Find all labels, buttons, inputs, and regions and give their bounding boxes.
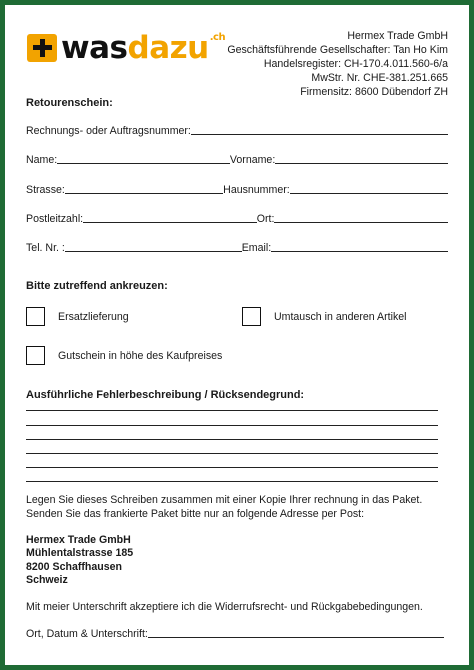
return-address (26, 534, 133, 588)
plus-icon (27, 34, 57, 62)
phone-label: Tel. Nr. : (26, 242, 65, 254)
reason-line-5[interactable] (26, 467, 438, 468)
name-row (26, 152, 448, 166)
signature-field[interactable] (148, 627, 444, 638)
company-owner: Geschäftsführende Gesellschafter: Tan Ho Kim (227, 44, 448, 57)
reason-line-4[interactable] (26, 453, 438, 454)
firstname-field[interactable] (275, 153, 448, 164)
exchange-label: Umtausch in anderen Artikel (274, 311, 407, 323)
company-name: Hermex Trade GmbH (347, 30, 448, 42)
city-field[interactable] (274, 212, 448, 223)
address-city: 8200 Schaffhausen (26, 560, 122, 573)
signature-label: Ort, Datum & Unterschrift: (26, 628, 148, 640)
order-number-field[interactable] (191, 124, 448, 135)
company-register: Handelsregister: CH-170.4.011.560-6/a (263, 58, 448, 71)
reason-line-6[interactable] (26, 481, 438, 482)
reason-line-3[interactable] (26, 439, 438, 440)
company-seat: Firmensitz: 8600 Dübendorf ZH (300, 86, 448, 99)
address-name: Hermex Trade GmbH (26, 534, 131, 546)
exchange-checkbox[interactable] (242, 307, 261, 326)
logo-text: wasdazu$^{.ch}$ (61, 29, 226, 66)
zip-label: Postleitzahl: (26, 213, 84, 225)
address-country: Schweiz (26, 574, 68, 587)
return-form-sheet (5, 5, 469, 665)
form-title: Retourenschein: (26, 97, 113, 109)
instructions-line-2: Senden Sie das frankierte Paket bitte nur an folgende Adresse per Post: (26, 508, 365, 520)
zip-row (26, 211, 448, 225)
replacement-label: Ersatzlieferung (58, 311, 129, 323)
street-field[interactable] (65, 183, 223, 194)
phone-field[interactable] (65, 241, 242, 252)
signature-row (26, 626, 444, 640)
name-label: Name: (26, 154, 58, 166)
voucher-checkbox[interactable] (26, 346, 45, 365)
name-field[interactable] (57, 153, 230, 164)
instructions (26, 493, 422, 521)
address-street: Mühlentalstrasse 185 (26, 547, 134, 560)
order-number-row (26, 123, 448, 137)
options-title: Bitte zutreffend ankreuzen: (26, 280, 168, 292)
housenr-field[interactable] (290, 183, 448, 194)
order-number-label: Rechnungs- oder Auftragsnummer: (26, 125, 191, 137)
street-label: Strasse: (26, 184, 65, 196)
voucher-label: Gutschein in höhe des Kaufpreises (58, 350, 223, 362)
consent-text: Mit meier Unterschrift akzeptiere ich die Widerrufsrecht- und Rückgabebedingungen. (26, 601, 423, 613)
email-label: Email: (241, 242, 272, 254)
phone-row (26, 240, 448, 254)
street-row (26, 182, 448, 196)
instructions-line-1: Legen Sie dieses Schreiben zusammen mit einer Kopie Ihrer rechnung in das Paket. (26, 494, 423, 506)
housenr-label: Hausnummer: (223, 184, 290, 196)
reason-title: Ausführliche Fehlerbeschreibung / Rücksendegrund: (26, 389, 305, 401)
city-label: Ort: (256, 213, 275, 225)
reason-line-2[interactable] (26, 425, 438, 426)
firstname-label: Vorname: (229, 154, 276, 166)
zip-field[interactable] (83, 212, 257, 223)
company-info (227, 29, 448, 99)
wasdazu-logo (27, 31, 225, 65)
company-vat: MwStr. Nr. CHE-381.251.665 (311, 72, 448, 85)
email-field[interactable] (271, 241, 448, 252)
reason-line-1[interactable] (26, 410, 438, 411)
replacement-checkbox[interactable] (26, 307, 45, 326)
